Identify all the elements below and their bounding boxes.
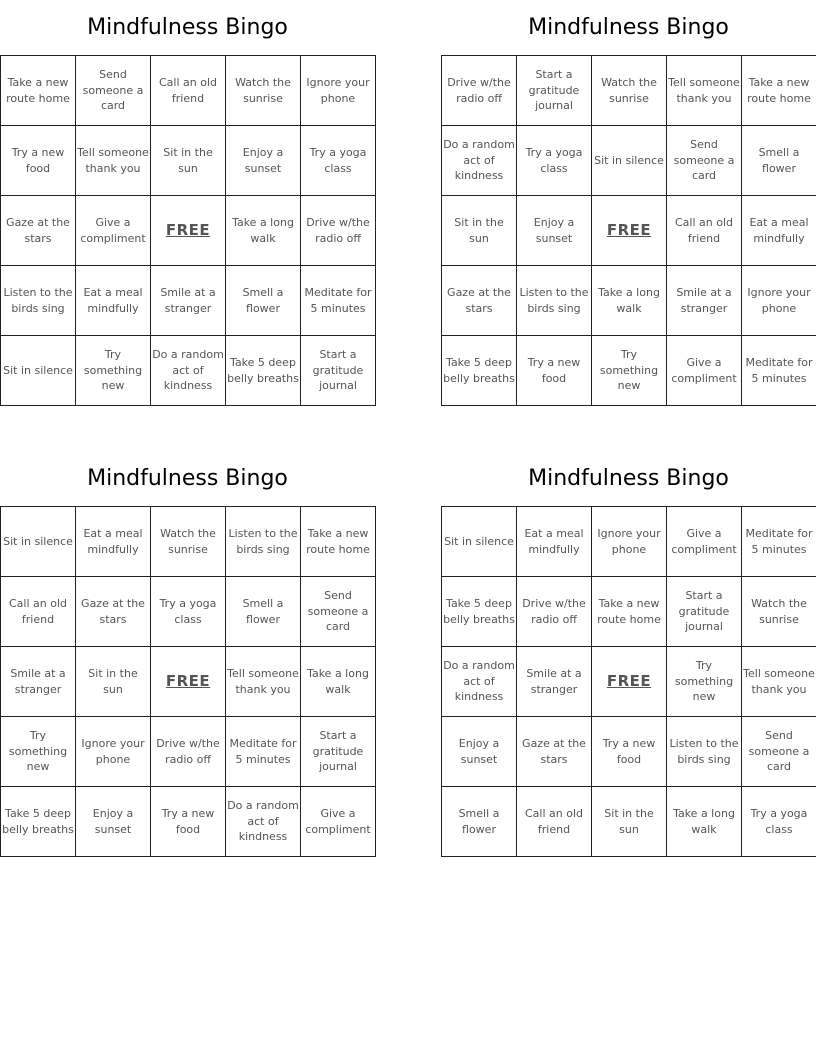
free-space: FREE (151, 196, 226, 266)
bingo-square: Send someone a card (76, 56, 151, 126)
bingo-square: Tell someone thank you (226, 647, 301, 717)
bingo-square: Listen to the birds sing (226, 507, 301, 577)
bingo-grid (441, 55, 816, 406)
bingo-row (442, 196, 816, 266)
card-title: Mindfulness Bingo (528, 466, 729, 491)
bingo-square: Take a new route home (301, 507, 376, 577)
bingo-square: Gaze at the stars (442, 266, 517, 336)
bingo-row (1, 196, 376, 266)
bingo-grid (0, 55, 376, 406)
bingo-square: Call an old friend (667, 196, 742, 266)
bingo-square: Drive w/the radio off (301, 196, 376, 266)
bingo-square: Tell someone thank you (742, 647, 816, 717)
bingo-square: Give a compliment (667, 336, 742, 406)
bingo-square: Sit in silence (592, 126, 667, 196)
bingo-square: Sit in the sun (442, 196, 517, 266)
bingo-square: Enjoy a sunset (442, 717, 517, 787)
bingo-card-2 (441, 0, 816, 406)
bingo-square: Watch the sunrise (151, 507, 226, 577)
bingo-square: Do a random act of kindness (442, 126, 517, 196)
bingo-square: Do a random act of kindness (151, 336, 226, 406)
bingo-square: Do a random act of kindness (226, 787, 301, 857)
bingo-square: Try something new (667, 647, 742, 717)
bingo-square: Tell someone thank you (667, 56, 742, 126)
bingo-square: Gaze at the stars (1, 196, 76, 266)
bingo-square: Take a long walk (226, 196, 301, 266)
bingo-square: Start a gratitude journal (301, 717, 376, 787)
bingo-square: Smell a flower (442, 787, 517, 857)
bingo-square: Enjoy a sunset (226, 126, 301, 196)
bingo-row (1, 787, 376, 857)
bingo-row (442, 56, 816, 126)
bingo-square: Gaze at the stars (517, 717, 592, 787)
bingo-square: Call an old friend (517, 787, 592, 857)
bingo-square: Eat a meal mindfully (742, 196, 816, 266)
bingo-square: Take 5 deep belly breaths (1, 787, 76, 857)
bingo-row (1, 336, 376, 406)
card-title: Mindfulness Bingo (87, 466, 288, 491)
bingo-square: Ignore your phone (301, 56, 376, 126)
bingo-square: Take 5 deep belly breaths (442, 577, 517, 647)
bingo-square: Drive w/the radio off (442, 56, 517, 126)
bingo-square: Take a long walk (301, 647, 376, 717)
bingo-square: Call an old friend (1, 577, 76, 647)
bingo-square: Ignore your phone (742, 266, 816, 336)
bingo-row (1, 56, 376, 126)
bingo-row (442, 717, 816, 787)
card-title: Mindfulness Bingo (528, 15, 729, 40)
bingo-square: Sit in the sun (592, 787, 667, 857)
bingo-square: Sit in silence (442, 507, 517, 577)
bingo-row (442, 647, 816, 717)
bingo-square: Eat a meal mindfully (76, 266, 151, 336)
bingo-row (442, 577, 816, 647)
bingo-square: Listen to the birds sing (517, 266, 592, 336)
bingo-row (442, 126, 816, 196)
bingo-square: Meditate for 5 minutes (301, 266, 376, 336)
bingo-row (442, 336, 816, 406)
bingo-square: Smell a flower (226, 577, 301, 647)
bingo-card-3 (0, 451, 375, 857)
bingo-square: Watch the sunrise (742, 577, 816, 647)
bingo-square: Send someone a card (301, 577, 376, 647)
bingo-square: Listen to the birds sing (1, 266, 76, 336)
bingo-square: Try a yoga class (151, 577, 226, 647)
bingo-grid (0, 506, 376, 857)
bingo-square: Take a long walk (667, 787, 742, 857)
bingo-square: Try a new food (1, 126, 76, 196)
bingo-square: Take a long walk (592, 266, 667, 336)
bingo-square: Drive w/the radio off (151, 717, 226, 787)
bingo-square: Watch the sunrise (226, 56, 301, 126)
bingo-square: Meditate for 5 minutes (742, 507, 816, 577)
bingo-square: Gaze at the stars (76, 577, 151, 647)
bingo-square: Smile at a stranger (667, 266, 742, 336)
card-title: Mindfulness Bingo (87, 15, 288, 40)
bingo-square: Drive w/the radio off (517, 577, 592, 647)
bingo-square: Listen to the birds sing (667, 717, 742, 787)
free-space: FREE (592, 196, 667, 266)
bingo-square: Take 5 deep belly breaths (226, 336, 301, 406)
bingo-card-4 (441, 451, 816, 857)
bingo-row (1, 577, 376, 647)
bingo-square: Enjoy a sunset (76, 787, 151, 857)
bingo-square: Start a gratitude journal (517, 56, 592, 126)
bingo-square: Eat a meal mindfully (517, 507, 592, 577)
bingo-square: Try something new (76, 336, 151, 406)
bingo-row (442, 507, 816, 577)
bingo-square: Send someone a card (667, 126, 742, 196)
bingo-square: Sit in the sun (151, 126, 226, 196)
bingo-square: Eat a meal mindfully (76, 507, 151, 577)
bingo-card-1 (0, 0, 375, 406)
bingo-square: Meditate for 5 minutes (226, 717, 301, 787)
bingo-square: Sit in silence (1, 507, 76, 577)
bingo-square: Give a compliment (667, 507, 742, 577)
bingo-square: Tell someone thank you (76, 126, 151, 196)
bingo-square: Watch the sunrise (592, 56, 667, 126)
bingo-square: Enjoy a sunset (517, 196, 592, 266)
bingo-square: Start a gratitude journal (667, 577, 742, 647)
bingo-square: Take a new route home (742, 56, 816, 126)
bingo-square: Call an old friend (151, 56, 226, 126)
bingo-grid (441, 506, 816, 857)
bingo-square: Try a yoga class (517, 126, 592, 196)
bingo-row (442, 266, 816, 336)
bingo-square: Smell a flower (742, 126, 816, 196)
bingo-square: Give a compliment (301, 787, 376, 857)
bingo-square: Smile at a stranger (517, 647, 592, 717)
free-space: FREE (592, 647, 667, 717)
free-space: FREE (151, 647, 226, 717)
bingo-row (1, 717, 376, 787)
bingo-square: Try a new food (151, 787, 226, 857)
bingo-row (1, 507, 376, 577)
bingo-square: Send someone a card (742, 717, 816, 787)
bingo-square: Take a new route home (1, 56, 76, 126)
bingo-square: Meditate for 5 minutes (742, 336, 816, 406)
bingo-square: Sit in the sun (76, 647, 151, 717)
bingo-square: Give a compliment (76, 196, 151, 266)
bingo-square: Sit in silence (1, 336, 76, 406)
bingo-square: Try a new food (517, 336, 592, 406)
bingo-row (442, 787, 816, 857)
bingo-row (1, 126, 376, 196)
bingo-square: Smell a flower (226, 266, 301, 336)
bingo-square: Ignore your phone (76, 717, 151, 787)
bingo-square: Ignore your phone (592, 507, 667, 577)
bingo-row (1, 266, 376, 336)
bingo-square: Smile at a stranger (151, 266, 226, 336)
bingo-square: Try something new (1, 717, 76, 787)
bingo-square: Try something new (592, 336, 667, 406)
bingo-square: Try a new food (592, 717, 667, 787)
bingo-square: Do a random act of kindness (442, 647, 517, 717)
bingo-square: Try a yoga class (301, 126, 376, 196)
bingo-square: Start a gratitude journal (301, 336, 376, 406)
bingo-square: Try a yoga class (742, 787, 816, 857)
bingo-square: Take 5 deep belly breaths (442, 336, 517, 406)
bingo-square: Smile at a stranger (1, 647, 76, 717)
bingo-row (1, 647, 376, 717)
bingo-square: Take a new route home (592, 577, 667, 647)
